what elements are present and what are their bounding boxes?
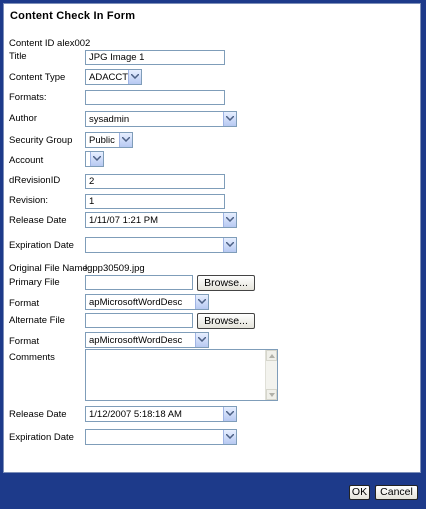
- security-group-label: Security Group: [9, 135, 73, 146]
- content-id-label: Content ID alex002: [9, 38, 91, 49]
- format-value: apMicrosoftWordDesc: [89, 297, 183, 308]
- comments-label: Comments: [9, 352, 55, 363]
- chevron-down-icon: [122, 137, 130, 142]
- release-date-value: 1/11/07 1:21 PM: [89, 215, 159, 226]
- arrow-down-icon: [269, 393, 275, 397]
- revision-label: Revision:: [9, 195, 49, 206]
- author-label: Author: [9, 113, 37, 124]
- alternate-file-input[interactable]: [85, 313, 193, 328]
- account-label: Account: [9, 155, 44, 166]
- primary-file-browse-button[interactable]: Browse...: [197, 275, 255, 291]
- release-date2-label: Release Date: [9, 409, 67, 420]
- original-file-name-label: Original File Name: [9, 263, 88, 274]
- account-dropdown-button[interactable]: [90, 152, 103, 166]
- account-select[interactable]: [85, 151, 104, 167]
- original-file-name-value: lgpp30509.jpg: [85, 263, 145, 274]
- author-value: sysadmin: [89, 114, 130, 125]
- release-date-label: Release Date: [9, 215, 67, 226]
- drevisionid-label: dRevisionID: [9, 175, 61, 186]
- formats-input[interactable]: [85, 90, 225, 105]
- release-date2-dropdown-button[interactable]: [223, 407, 236, 421]
- formats-label: Formats:: [9, 92, 47, 103]
- chevron-down-icon: [226, 116, 234, 121]
- form-panel: [3, 3, 421, 473]
- chevron-down-icon: [131, 74, 139, 79]
- chevron-down-icon: [226, 411, 234, 416]
- release-date2-value: 1/12/2007 5:18:18 AM: [89, 409, 182, 420]
- release-date-select[interactable]: [85, 212, 237, 228]
- chevron-down-icon: [226, 217, 234, 222]
- title-input[interactable]: JPG Image 1: [85, 50, 225, 65]
- drevisionid-input[interactable]: 2: [85, 174, 225, 189]
- chevron-down-icon: [226, 434, 234, 439]
- arrow-up-icon: [269, 354, 275, 358]
- expiration-date-dropdown-button[interactable]: [223, 238, 236, 252]
- chevron-down-icon: [226, 242, 234, 247]
- security-group-value: Public: [89, 135, 115, 146]
- release-date2-select[interactable]: [85, 406, 237, 422]
- format2-dropdown-button[interactable]: [195, 333, 208, 347]
- expiration-date-label: Expiration Date: [9, 240, 74, 251]
- content-type-dropdown-button[interactable]: [128, 70, 141, 84]
- revision-input[interactable]: 1: [85, 194, 225, 209]
- scroll-down-arrow[interactable]: [266, 389, 277, 400]
- release-date-dropdown-button[interactable]: [223, 213, 236, 227]
- expiration-date-select[interactable]: [85, 237, 237, 253]
- author-dropdown-button[interactable]: [223, 112, 236, 126]
- ok-button[interactable]: OK: [349, 485, 370, 500]
- expiration-date2-dropdown-button[interactable]: [223, 430, 236, 444]
- chevron-down-icon: [93, 156, 101, 161]
- title-label: Title: [9, 51, 27, 62]
- alternate-file-browse-button[interactable]: Browse...: [197, 313, 255, 329]
- chevron-down-icon: [198, 299, 206, 304]
- chevron-down-icon: [198, 337, 206, 342]
- comments-scrollbar[interactable]: [265, 350, 277, 400]
- expiration-date2-label: Expiration Date: [9, 432, 74, 443]
- content-type-label: Content Type: [9, 72, 66, 83]
- content-type-select[interactable]: [85, 69, 142, 85]
- format-select[interactable]: [85, 294, 209, 310]
- primary-file-label: Primary File: [9, 277, 60, 288]
- cancel-button[interactable]: Cancel: [375, 485, 418, 500]
- format2-label: Format: [9, 336, 40, 347]
- format2-select[interactable]: [85, 332, 209, 348]
- security-group-select[interactable]: [85, 132, 133, 148]
- form-title: Content Check In Form: [10, 10, 136, 22]
- security-group-dropdown-button[interactable]: [119, 133, 132, 147]
- primary-file-input[interactable]: [85, 275, 193, 290]
- alternate-file-label: Alternate File: [9, 315, 65, 326]
- format2-value: apMicrosoftWordDesc: [89, 335, 183, 346]
- comments-textarea[interactable]: [85, 349, 278, 401]
- format-dropdown-button[interactable]: [195, 295, 208, 309]
- author-select[interactable]: [85, 111, 237, 127]
- expiration-date2-select[interactable]: [85, 429, 237, 445]
- scroll-up-arrow[interactable]: [266, 350, 277, 361]
- format-label: Format: [9, 298, 40, 309]
- content-type-value: ADACCT: [89, 72, 129, 83]
